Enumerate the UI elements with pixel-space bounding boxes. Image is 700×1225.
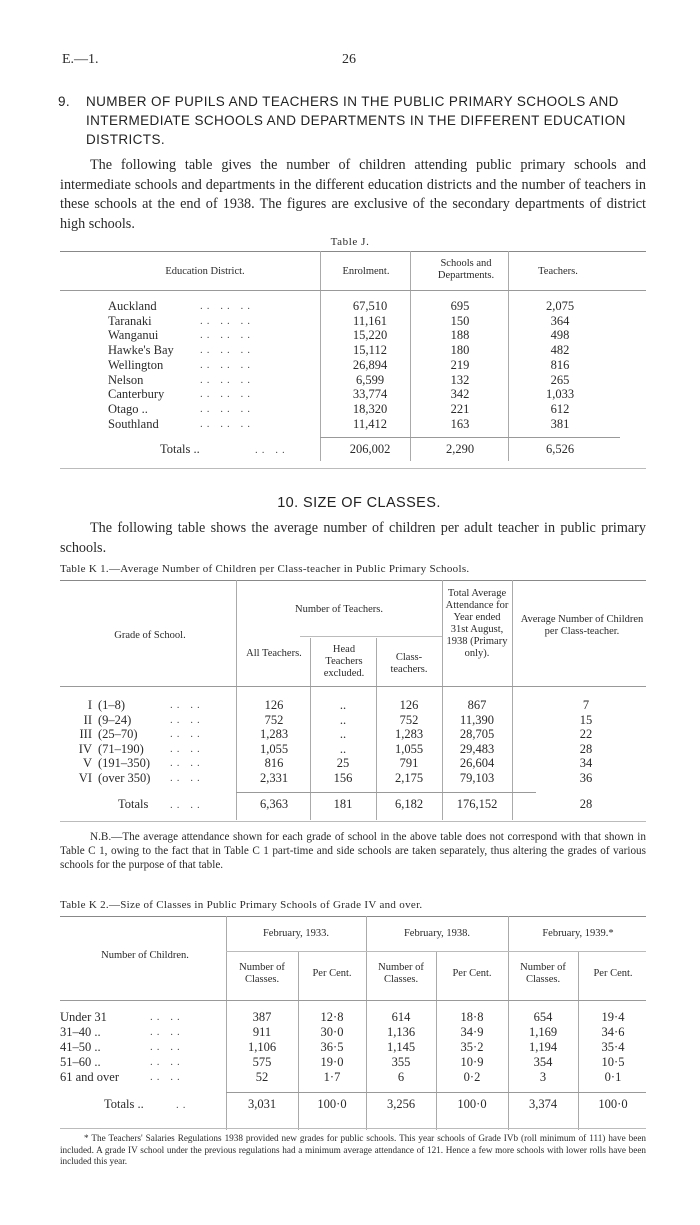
percent-1939: 34·6 (601, 1025, 625, 1039)
all-teachers-value: 1,283 (259, 727, 289, 741)
section-9-heading (58, 92, 660, 149)
col-header: Number of Children. (101, 950, 189, 961)
grade-numeral: I (87, 698, 92, 712)
total-teachers: 6,526 (545, 442, 575, 456)
total-classes-1939: 3,374 (528, 1097, 558, 1111)
leader-dots: .. .. (150, 1026, 184, 1038)
table-k1-note: N.B.—The average attendance shown for each grade of school in the above table does not correspond with that shown in Table C 1, owing to the fact that in Table C 1 part-time and side schools are taken separately, thus altering the grades of various schools for the purpose of that table. (60, 831, 646, 871)
head-excluded-value: 156 (333, 771, 353, 785)
col-header: Head Teachers excluded. (323, 644, 365, 679)
classes-1933: 1,106 (247, 1040, 277, 1054)
col-header: Number of Classes. (520, 962, 566, 985)
grade-numeral: V (82, 756, 92, 770)
grade-numeral: IV (78, 742, 92, 756)
teachers-value: 612 (550, 402, 570, 416)
leader-dots: .. .. (150, 1041, 184, 1053)
grade-range: (191–350) (98, 756, 151, 770)
grade-numeral: VI (78, 771, 92, 785)
leader-dots: .. .. (170, 772, 204, 784)
leader-dots: .. .. .. (200, 418, 254, 430)
table-k2-caption: Table K 2.—Size of Classes in Public Primary Schools of Grade IV and over. (60, 899, 423, 911)
totals-label: Totals (118, 797, 149, 811)
class-size-range: 51–60 .. (60, 1055, 101, 1069)
district-name: Otago .. (108, 402, 148, 416)
classes-1938: 6 (397, 1070, 405, 1084)
class-teachers-value: 752 (399, 713, 419, 727)
enrolment-value: 11,161 (353, 314, 387, 328)
district-name: Wanganui (108, 328, 159, 342)
district-name: Nelson (108, 373, 144, 387)
total-class-teachers: 6,182 (394, 797, 424, 811)
percent-1933: 19·0 (320, 1055, 344, 1069)
class-size-range: 41–50 .. (60, 1040, 101, 1054)
page-number: 26 (342, 52, 356, 67)
percent-1938: 10·9 (460, 1055, 484, 1069)
grade-range: (9–24) (98, 713, 132, 727)
district-name: Southland (108, 417, 159, 431)
total-percent-1938: 100·0 (457, 1097, 487, 1111)
head-excluded-value: .. (339, 698, 347, 712)
district-name: Taranaki (108, 314, 152, 328)
enrolment-value: 6,599 (355, 373, 385, 387)
district-name: Auckland (108, 299, 157, 313)
class-teachers-value: 1,055 (394, 742, 424, 756)
document-reference: E.—1. (62, 52, 99, 67)
col-header: Per Cent. (593, 968, 633, 979)
col-header: Total Average Attendance for Year ended 31st August, 1938 (Primary only). (445, 588, 509, 659)
enrolment-value: 15,220 (352, 328, 388, 342)
head-excluded-value: 25 (336, 756, 350, 770)
period-header: February, 1939.* (542, 928, 614, 939)
head-excluded-value: .. (339, 727, 347, 741)
class-teachers-value: 791 (399, 756, 419, 770)
average-value: 15 (579, 713, 593, 727)
grade-numeral: III (79, 727, 92, 741)
table-j-caption: Table J. (330, 236, 370, 248)
col-header: Per Cent. (312, 968, 352, 979)
enrolment-value: 15,112 (353, 343, 387, 357)
teachers-value: 381 (550, 417, 570, 431)
attendance-value: 11,390 (460, 713, 494, 727)
leader-dots: .. .. (170, 728, 204, 740)
all-teachers-value: 2,331 (259, 771, 289, 785)
all-teachers-value: 126 (264, 698, 284, 712)
district-name: Wellington (108, 358, 164, 372)
grade-range: (over 350) (98, 771, 151, 785)
class-size-range: Under 31 (60, 1010, 107, 1024)
col-header: Education District. (165, 266, 245, 277)
leader-dots: .. .. .. (200, 329, 254, 341)
attendance-value: 29,483 (459, 742, 495, 756)
leader-dots: .. .. (150, 1056, 184, 1068)
leader-dots: .. .. .. (200, 300, 254, 312)
leader-dots: .. .. (170, 757, 204, 769)
classes-1938: 355 (391, 1055, 411, 1069)
grade-range: (1–8) (98, 698, 126, 712)
col-header: Schools and Departments. (437, 258, 495, 281)
total-all-teachers: 6,363 (259, 797, 289, 811)
average-value: 7 (582, 698, 590, 712)
section-9-paragraph: The following table gives the number of children attending public primary schools and intermediate schools and departments in the different education districts and the number of teachers in these schools at the end of 1938. The figures are exclusive of the secondary departments of district high schools. (60, 157, 646, 232)
col-header: Enrolment. (342, 266, 390, 277)
classes-1939: 1,194 (528, 1040, 558, 1054)
classes-1933: 387 (252, 1010, 272, 1024)
section-title: SIZE OF CLASSES. (303, 495, 441, 511)
total-head-excluded: 181 (333, 797, 353, 811)
schools-value: 180 (450, 343, 470, 357)
table-k1-caption: Table K 1.—Average Number of Children per Class-teacher in Public Primary Schools. (60, 563, 470, 575)
leader-dots: .. .. (170, 743, 204, 755)
section-10-paragraph: The following table shows the average number of children per adult teacher in public primary schools. (60, 520, 646, 556)
col-header: All Teachers. (246, 648, 302, 659)
schools-value: 221 (450, 402, 470, 416)
total-percent-1939: 100·0 (598, 1097, 628, 1111)
average-value: 34 (579, 756, 593, 770)
class-teachers-value: 1,283 (394, 727, 424, 741)
class-teachers-value: 126 (399, 698, 419, 712)
classes-1939: 3 (539, 1070, 547, 1084)
total-classes-1938: 3,256 (386, 1097, 416, 1111)
classes-1939: 354 (533, 1055, 553, 1069)
leader-dots: .. .. .. (200, 403, 254, 415)
totals-label: Totals .. (104, 1097, 144, 1111)
teachers-value: 265 (550, 373, 570, 387)
average-value: 22 (579, 727, 593, 741)
col-group-header: Number of Teachers. (295, 604, 383, 615)
total-classes-1933: 3,031 (247, 1097, 277, 1111)
percent-1939: 19·4 (601, 1010, 625, 1024)
enrolment-value: 11,412 (353, 417, 387, 431)
page-header (62, 52, 660, 72)
teachers-value: 482 (550, 343, 570, 357)
attendance-value: 867 (467, 698, 487, 712)
leader-dots: .. .. .. (200, 359, 254, 371)
percent-1933: 30·0 (320, 1025, 344, 1039)
total-schools: 2,290 (445, 442, 475, 456)
grade-numeral: II (83, 713, 92, 727)
teachers-value: 816 (550, 358, 570, 372)
all-teachers-value: 752 (264, 713, 284, 727)
attendance-value: 26,604 (459, 756, 495, 770)
schools-value: 188 (450, 328, 470, 342)
schools-value: 132 (450, 373, 470, 387)
class-size-range: 31–40 .. (60, 1025, 101, 1039)
period-header: February, 1933. (262, 928, 330, 939)
percent-1938: 0·2 (463, 1070, 481, 1084)
classes-1933: 52 (255, 1070, 269, 1084)
classes-1939: 1,169 (528, 1025, 558, 1039)
average-value: 28 (579, 742, 593, 756)
schools-value: 150 (450, 314, 470, 328)
classes-1933: 911 (252, 1025, 272, 1039)
section-number: 9. (58, 94, 71, 109)
classes-1933: 575 (252, 1055, 272, 1069)
percent-1939: 10·5 (601, 1055, 625, 1069)
teachers-value: 1,033 (545, 387, 575, 401)
section-10-heading (58, 494, 660, 513)
head-excluded-value: .. (339, 713, 347, 727)
leader-dots: .. .. (150, 1071, 184, 1083)
col-header: Number of Classes. (378, 962, 424, 985)
section-number: 10. (277, 495, 299, 511)
district-name: Canterbury (108, 387, 165, 401)
class-teachers-value: 2,175 (394, 771, 424, 785)
leader-dots: .. .. (170, 699, 204, 711)
col-header: Average Number of Children per Class-teacher. (520, 614, 644, 637)
col-header: Class-teachers. (390, 652, 428, 675)
classes-1938: 614 (391, 1010, 411, 1024)
average-value: 36 (579, 771, 593, 785)
leader-dots: .. .. .. (200, 374, 254, 386)
grade-range: (71–190) (98, 742, 144, 756)
leader-dots: .. .. (170, 714, 204, 726)
schools-value: 163 (450, 417, 470, 431)
schools-value: 219 (450, 358, 470, 372)
attendance-value: 79,103 (459, 771, 495, 785)
leader-dots: .. .. .. (200, 344, 254, 356)
enrolment-value: 67,510 (352, 299, 388, 313)
enrolment-value: 26,894 (352, 358, 388, 372)
leader-dots: .. .. .. (200, 315, 254, 327)
percent-1933: 36·5 (320, 1040, 344, 1054)
totals-label: Totals .. (160, 442, 200, 456)
district-name: Hawke's Bay (108, 343, 174, 357)
col-header: Grade of School. (114, 630, 186, 641)
classes-1938: 1,145 (386, 1040, 416, 1054)
leader-dots: .. .. (150, 1011, 184, 1023)
table-k2-footnote: * The Teachers' Salaries Regulations 1938 provided new grades for public schools. This year schools of Grade IVb (roll minimum of 111) have been included. A grade IV school under the previous regulations had a minimum average attendance of 121. Hence a few more schools with lower rolls have been included this year. (60, 1133, 646, 1166)
section-title: NUMBER OF PUPILS AND TEACHERS IN THE PUBLIC PRIMARY SCHOOLS AND INTERMEDIATE SCHOOLS AND DEPARTMENTS IN THE DIFFERENT EDUCATION DISTRICTS. (86, 94, 626, 147)
classes-1938: 1,136 (386, 1025, 416, 1039)
percent-1939: 35·4 (601, 1040, 625, 1054)
col-header: Teachers. (538, 266, 578, 277)
class-size-range: 61 and over (60, 1070, 120, 1084)
total-average: 28 (579, 797, 593, 811)
schools-value: 342 (450, 387, 470, 401)
percent-1938: 34·9 (460, 1025, 484, 1039)
total-attendance: 176,152 (456, 797, 498, 811)
all-teachers-value: 816 (264, 756, 284, 770)
col-header: Per Cent. (452, 968, 492, 979)
percent-1933: 12·8 (320, 1010, 344, 1024)
attendance-value: 28,705 (459, 727, 495, 741)
grade-range: (25–70) (98, 727, 138, 741)
col-header: Number of Classes. (239, 962, 285, 985)
percent-1939: 0·1 (604, 1070, 622, 1084)
total-percent-1933: 100·0 (317, 1097, 347, 1111)
enrolment-value: 33,774 (352, 387, 388, 401)
leader-dots: .. .. .. (200, 388, 254, 400)
total-enrolment: 206,002 (349, 442, 391, 456)
teachers-value: 364 (550, 314, 570, 328)
schools-value: 695 (450, 299, 470, 313)
enrolment-value: 18,320 (352, 402, 388, 416)
teachers-value: 2,075 (545, 299, 575, 313)
head-excluded-value: .. (339, 742, 347, 756)
percent-1938: 35·2 (460, 1040, 484, 1054)
percent-1933: 1·7 (323, 1070, 341, 1084)
teachers-value: 498 (550, 328, 570, 342)
classes-1939: 654 (533, 1010, 553, 1024)
percent-1938: 18·8 (460, 1010, 484, 1024)
period-header: February, 1938. (403, 928, 471, 939)
all-teachers-value: 1,055 (259, 742, 289, 756)
